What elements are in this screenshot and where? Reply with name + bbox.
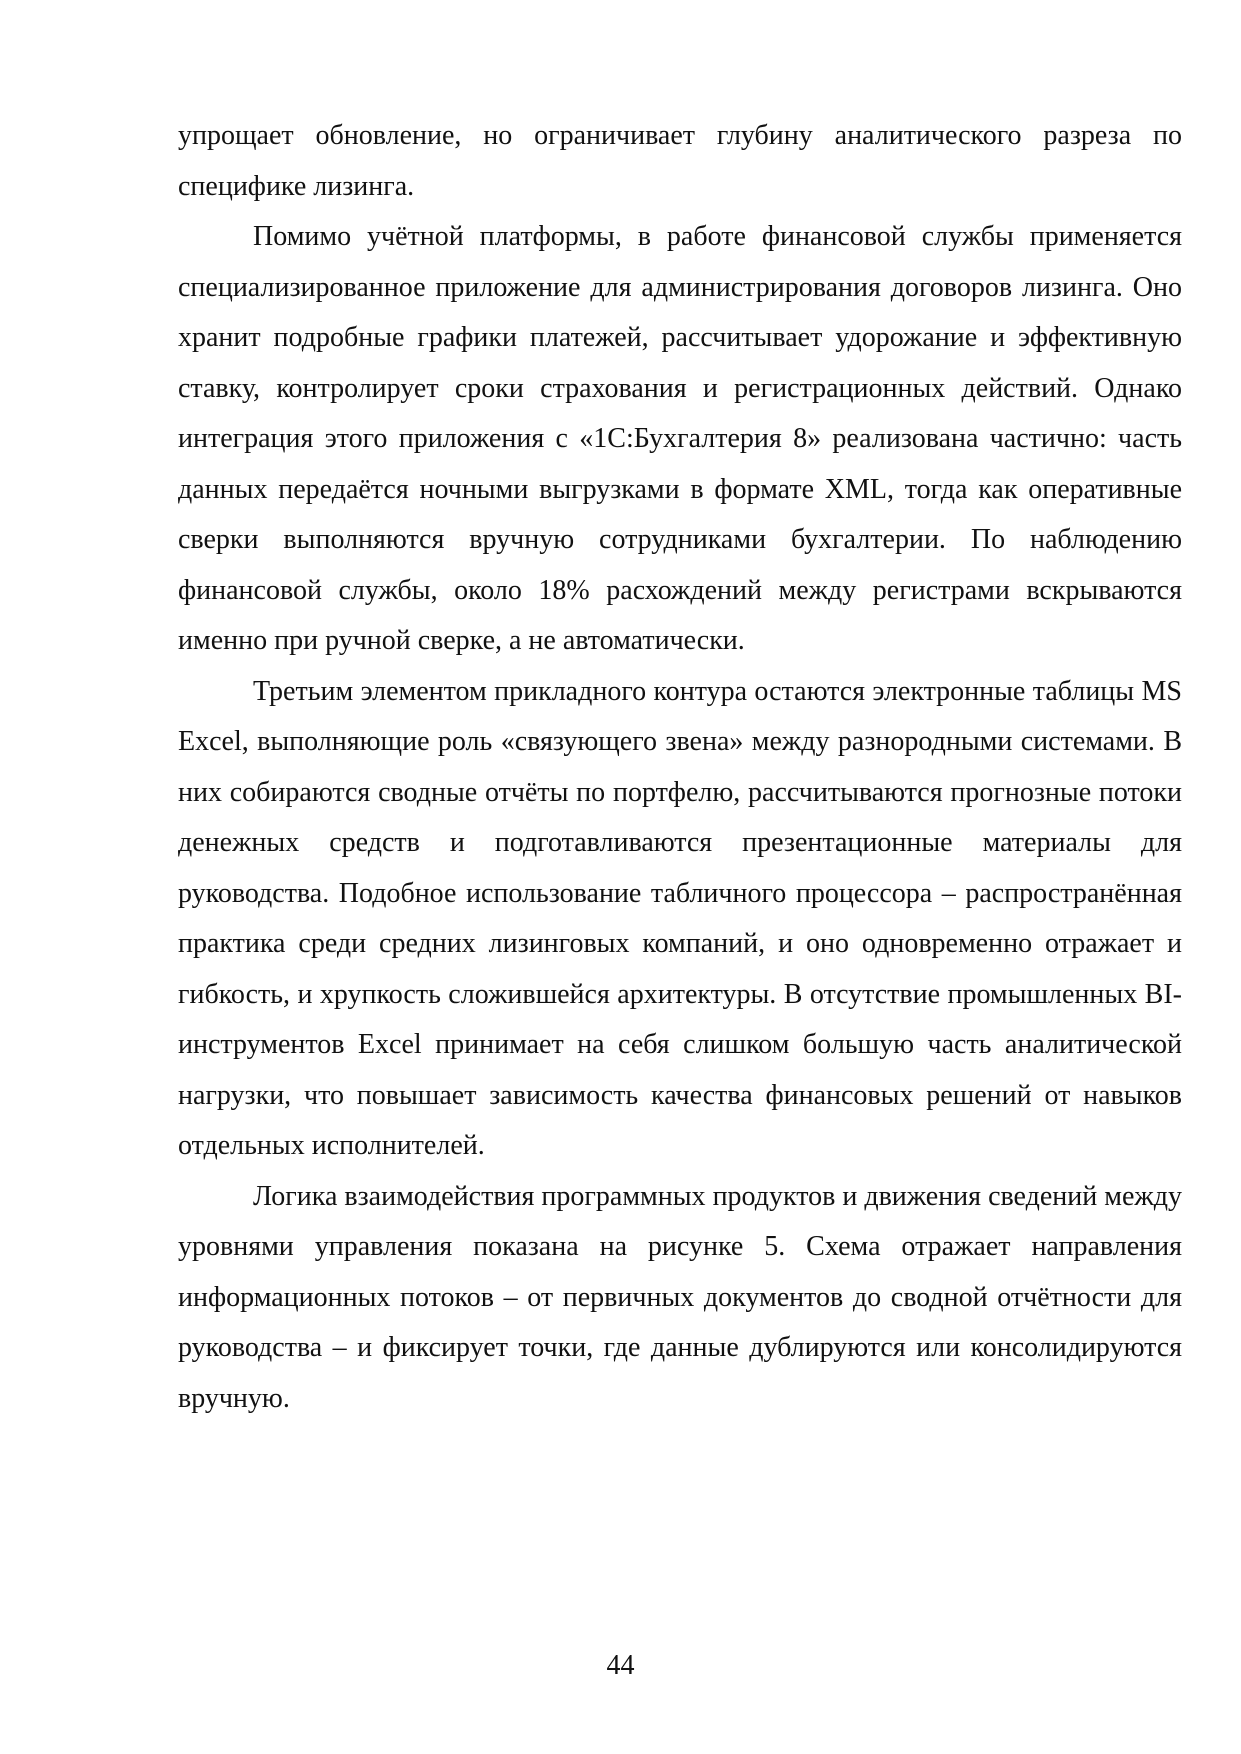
- paragraph-continuation: упрощает обновление, но ограничивает глубину аналитического разреза по специфике лизинга.: [178, 120, 1182, 202]
- paragraph-accounting-app: Помимо учётной платформы, в работе финансовой службы применяется специализированное приложение для администрирования договоров лизинга. Оно хранит подробные графики платежей, рассчитывает удорожание и эффективную ставку, контролирует сроки страхования и регистрационных действий. Однако интеграция этого приложения с «1С:Бухгалтерия 8» реализована частично: часть данных передаётся ночными выгрузками в формате XML, тогда как оперативные сверки выполняются вручную сотрудниками бухгалтерии. По наблюдению финансовой службы, около 18% расхождений между регистрами вскрываются именно при ручной сверке, а не автоматически.: [178, 221, 1182, 656]
- body-text: [178, 111, 1182, 1424]
- paragraph-excel: Третьим элементом прикладного контура остаются электронные таблицы MS Excel, выполняющие роль «связующего звена» между разнородными системами. В них собираются сводные отчёты по портфелю, рассчитываются прогнозные потоки денежных средств и подготавливаются презентационные материалы для руководства. Подобное использование табличного процессора – распространённая практика среди средних лизинговых компаний, и оно одновременно отражает и гибкость, и хрупкость сложившейся архитектуры. В отсутствие промышленных BI-инструментов Excel принимает на себя слишком большую часть аналитической нагрузки, что повышает зависимость качества финансовых решений от навыков отдельных исполнителей.: [178, 675, 1182, 1161]
- page-number: 44: [606, 1650, 635, 1681]
- paragraph-figure-reference: Логика взаимодействия программных продуктов и движения сведений между уровнями управления показана на рисунке 5. Схема отражает направления информационных потоков – от первичных документов до сводной отчётности для руководства – и фиксирует точки, где данные дублируются или консолидируются вручную.: [178, 1180, 1182, 1414]
